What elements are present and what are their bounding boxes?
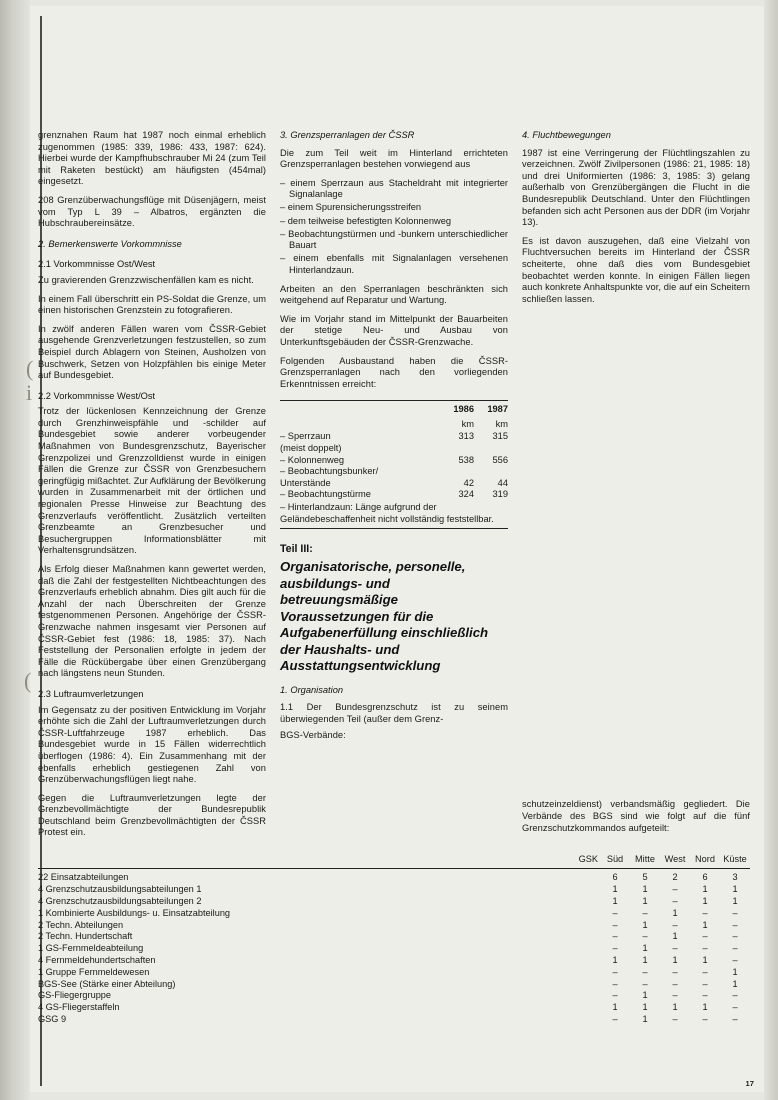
row-value: 5 (630, 869, 660, 884)
row-label: – Beobachtungstürme (280, 489, 371, 500)
row-value: – (702, 907, 708, 918)
row-blank (474, 443, 508, 455)
header-mitte: Mitte (635, 854, 655, 865)
row-value: 1 (642, 1014, 648, 1025)
paragraph: Die zum Teil weit im Hinterland errichteten Grenzsperranlagen bestehen vorwiegend aus (280, 147, 508, 170)
row-spacer (568, 1002, 600, 1014)
row-value: – (732, 1014, 738, 1025)
row-label: 2 Techn. Hundertschaft (38, 931, 133, 942)
header-west: West (664, 854, 686, 865)
row-spacer (568, 979, 600, 991)
row-value: 1 (642, 990, 648, 1001)
row-value: – (672, 884, 678, 895)
row-blank (440, 443, 474, 455)
table-header-1986: 1986 (453, 404, 474, 415)
row-value: – (612, 990, 618, 1001)
row-spacer (568, 884, 600, 896)
column-2 (280, 130, 508, 846)
row-value: – (642, 931, 648, 942)
list-item: – Beobachtungstürmen und -bunkern unterschiedlicher Bauart (280, 228, 508, 251)
column-spacer (522, 312, 750, 799)
row-value: – (732, 1002, 738, 1013)
row-value: 1 (612, 884, 618, 895)
paragraph: In zwölf anderen Fällen waren vom ČSSR-Gebiet ausgehende Grenzverletzungen festzustellen, so zum Beispiel durch Ablagern von Steinen, Ausholzen von Buschwerk, Setzen von Holzpfählen bis einige Meter auf Bundesgebiet. (38, 323, 266, 381)
table-unit-1986: km (461, 418, 474, 429)
table-header-1987: 1987 (487, 404, 508, 415)
row-value: 1 (732, 978, 738, 989)
row-value-1986: 324 (458, 489, 474, 500)
row-value: – (672, 943, 678, 954)
table-header-row (280, 404, 508, 419)
paragraph: schutzeinzeldienst) verbandsmäßig gegliedert. Die Verbände des BGS sind wie folgt auf die fünf Grenzschutzkommandos aufgeteilt: (522, 799, 750, 833)
table-row (280, 455, 508, 467)
paragraph: Zu gravierenden Grenzzwischenfällen kam es nicht. (38, 274, 254, 285)
row-value: 6 (600, 869, 630, 884)
row-blank (474, 466, 508, 478)
row-spacer (568, 955, 600, 967)
row-spacer (568, 943, 600, 955)
row-value: 2 (660, 869, 690, 884)
row-value: – (732, 931, 738, 942)
row-value: 1 (702, 884, 708, 895)
row-label: 2 Techn. Abteilungen (38, 919, 124, 930)
table-row (38, 979, 750, 991)
scan-artifact-2: i (26, 380, 33, 405)
paragraph: Es ist davon auszugehen, daß eine Vielzahl von Fluchtversuchen bereits im Hinterland der ČSSR scheiterte, ohne daß dies vom Bundesgebiet beobachtet werden konnte. In einigen Fällen liegen auch konkrete Anhaltspunkte vor, die auf ein Scheitern schließen lassen. (522, 235, 750, 304)
row-label: 1 Gruppe Fernmeldewesen (38, 966, 150, 977)
row-label-cont: Unterstände (280, 477, 331, 488)
row-value: 1 (642, 955, 648, 966)
table-unit-blank (280, 419, 440, 432)
row-value: 1 (732, 966, 738, 977)
section-heading-3: 3. Grenzsperranlagen der ČSSR (280, 130, 415, 140)
table-header-row (38, 854, 750, 869)
paragraph: 1987 ist eine Verringerung der Flüchtlingszahlen zu verzeichnen. Zwölf Zivilpersonen (1986: 21, 1985: 18) und drei Uniformierten (1986: 3, 1985: 3) gelang außerhalb von Grenzübergängen die Flucht in die Bundesrepublik Deutschland. Unter den Flüchtlingen befanden sich acht Personen aus der DDR (im Vorjahr 13). (522, 147, 750, 228)
row-value: – (612, 931, 618, 942)
row-value: – (702, 931, 708, 942)
paragraph: Wie im Vorjahr stand im Mittelpunkt der Bauarbeiten der stetige Neu- und Ausbau von Unterkunftsgebäuden der ČSSR-Grenzwache. (280, 313, 508, 347)
table-row (38, 990, 750, 1002)
table-row (38, 955, 750, 967)
row-blank (440, 466, 474, 478)
row-spacer (568, 1014, 600, 1026)
row-value: – (732, 955, 738, 966)
row-value-1986: 313 (458, 431, 474, 442)
table-row-cont (280, 478, 508, 490)
row-value: – (612, 943, 618, 954)
row-value: – (702, 978, 708, 989)
paragraph: grenznahen Raum hat 1987 noch einmal erheblich zugenommen (1985: 339, 1986: 433, 1987: 624). Hierbei wurde der Kampfhubschrauber Mi 24 (zum Teil mit Raketen bestückt) am häufigsten (454mal) eingesetzt. (38, 130, 266, 187)
row-label: – Beobachtungsbunker/ (280, 466, 379, 477)
row-value: 1 (672, 907, 678, 918)
list-item: – einem Spurensicherungsstreifen (280, 202, 422, 213)
row-value: 1 (642, 884, 648, 895)
row-value: – (672, 990, 678, 1001)
table-row (38, 967, 750, 979)
column-1 (38, 130, 266, 846)
table-row (38, 908, 750, 920)
table-row (280, 466, 508, 478)
table-bottom-rule (280, 528, 508, 529)
row-value: 1 (732, 884, 738, 895)
paragraph: Trotz der lückenlosen Kennzeichnung der Grenze durch Grenzhinweispfähle und -schilder auf Bundesgebiet sowie anderer vorbeugender Maßnahmen von Bundesgrenzschutz, Bayerischer Grenzpolizei und Grenzzolldienst wurde in einigen Fällen die Grenze zur ČSSR von Grenzbesuchern geringfügig mißachtet. Zur Aufklärung der Bevölkerung wurden in Zusammenarbeit mit der örtlichen und regionalen Presse Hinweise zur Beachtung des Grenzverlaufs veröffentlicht. Zusätzlich verteilten Grenzbeamte an Grenzbesucher und Besuchergruppen Informationsblätter mit Verhaltensgrundsätzen. (38, 406, 266, 556)
table-row (280, 431, 508, 443)
table-row (38, 920, 750, 932)
table-header-blank (280, 404, 440, 419)
row-value: 1 (732, 896, 738, 907)
paragraph: Folgenden Ausbaustand haben die ČSSR-Grenzsperranlagen nach den vorliegenden Erkenntnissen erreicht: (280, 355, 508, 389)
row-label: 1 GS-Fernmeldeabteilung (38, 943, 144, 954)
row-value: 1 (612, 896, 618, 907)
row-value: – (672, 978, 678, 989)
row-value: 1 (612, 955, 618, 966)
row-value: – (612, 966, 618, 977)
row-value: 3 (720, 869, 750, 884)
paragraph: Arbeiten an den Sperranlagen beschränkten sich weitgehend auf Reparatur und Wartung. (280, 283, 508, 306)
row-value-1987: 556 (492, 454, 508, 465)
row-value: – (672, 919, 678, 930)
row-value: – (642, 978, 648, 989)
list-item: – einem Sperrzaun aus Stacheldraht mit integrierter Signalanlage (280, 177, 508, 200)
row-value-1986: 538 (458, 454, 474, 465)
table-row (280, 489, 508, 501)
row-label: 4 Grenzschutzausbildungsabteilungen 2 (38, 896, 202, 907)
part-label: Teil III: (280, 543, 313, 556)
row-value: – (612, 907, 618, 918)
row-value-1987: 319 (492, 489, 508, 500)
paragraph: BGS-Verbände: (280, 729, 346, 740)
paragraph: Als Erfolg dieser Maßnahmen kann gewertet werden, daß die Zahl der festgestellten Nichtbeachtungen des Grenzverlaufs erheblich abnahm. Dies gilt auch für die Anzahl der nach Überschreiten der Grenze festgenommenen Personen. Angehörige der ČSSR-Grenzwache nahmen insgesamt vier Personen auf ČSSR-Gebiet fest (1986: 18, 1985: 37). Nach Feststellung der Personalien erfolgte in jedem der Fälle die Rückübergabe über einen Grenzübergang nach längstens neun Stunden. (38, 564, 266, 679)
row-spacer (568, 931, 600, 943)
row-label: GS-Fliegergruppe (38, 990, 112, 1001)
row-spacer (568, 990, 600, 1002)
list-item: – einem ebenfalls mit Signalanlagen versehenen Hinterlandzaun. (280, 253, 508, 275)
row-spacer (568, 967, 600, 979)
row-value: 1 (642, 896, 648, 907)
row-value: 1 (672, 931, 678, 942)
row-value: – (732, 990, 738, 1001)
row-value: 1 (612, 1002, 618, 1013)
table-footnote: – Hinterlandzaun: Länge aufgrund der Geländebeschaffenheit nicht vollständig feststellbar. (280, 502, 494, 524)
scan-artifact-3: ( (24, 668, 32, 693)
row-value: 1 (702, 1002, 708, 1013)
row-value: – (672, 966, 678, 977)
row-value: – (672, 896, 678, 907)
table-row (38, 869, 750, 884)
row-label: 1 Kombinierte Ausbildungs- u. Einsatzabteilung (38, 907, 231, 918)
header-sued: Süd (606, 854, 624, 865)
row-value: – (732, 919, 738, 930)
page-number: 17 (745, 1079, 754, 1088)
row-value: 1 (642, 919, 648, 930)
list-item: – dem teilweise befestigten Kolonnenweg (280, 215, 452, 226)
row-value: 1 (642, 943, 648, 954)
row-label: GSG 9 (38, 1014, 67, 1025)
table-row (38, 1014, 750, 1026)
row-value: 1 (672, 1002, 678, 1013)
table-top-rule (280, 400, 508, 401)
row-value-1987: 44 (497, 477, 508, 488)
row-value: – (702, 990, 708, 1001)
header-kueste: Küste (723, 854, 747, 865)
row-value: – (702, 1014, 708, 1025)
row-value-1986: 42 (463, 477, 474, 488)
table-row (38, 884, 750, 896)
sperranlagen-table (280, 400, 508, 529)
page-content (38, 130, 750, 1026)
paragraph: Gegen die Luftraumverletzungen legte der Grenzbevollmächtigte der Bundesrepublik Deutschland beim Grenzbevollmächtigten der ČSSR Protest ein. (38, 792, 266, 838)
paragraph: 208 Grenzüberwachungsflüge mit Düsenjägern, meist vom Typ L 39 – Albatros, ergänzten die Hubschraubereinsätze. (38, 194, 266, 229)
row-value: 1 (672, 955, 678, 966)
section-heading-4: 4. Fluchtbewegungen (522, 130, 611, 140)
part-three-block (280, 543, 508, 675)
row-spacer (568, 896, 600, 908)
row-label: BGS-See (Stärke einer Abteilung) (38, 978, 176, 989)
table-unit-1987: km (495, 418, 508, 429)
subsection-heading-2-1: 2.1 Vorkommnisse Ost/West (38, 259, 156, 270)
header-nord: Nord (695, 854, 715, 865)
row-label: – Kolonnenweg (280, 454, 345, 465)
header-gsk: GSK (578, 854, 598, 865)
table-row-cont (280, 443, 508, 455)
row-label: 22 Einsatzabteilungen (38, 869, 568, 884)
page-right-shadow (764, 0, 778, 1100)
row-value: – (732, 907, 738, 918)
column-3 (522, 130, 750, 846)
subsection-heading-2-3: 2.3 Luftraumverletzungen (38, 688, 144, 699)
bgs-verbaende-table (38, 854, 750, 1026)
row-value: – (642, 907, 648, 918)
header-blank (38, 854, 568, 869)
row-value: 6 (690, 869, 720, 884)
paragraph: 1.1 Der Bundesgrenzschutz ist zu seinem überwiegenden Teil (außer dem Grenz- (280, 702, 508, 724)
row-value: 1 (642, 1002, 648, 1013)
row-value: 1 (702, 896, 708, 907)
three-column-layout (38, 130, 750, 846)
bullet-list (280, 178, 508, 277)
row-value: – (702, 943, 708, 954)
table-row (38, 1002, 750, 1014)
table-row (38, 931, 750, 943)
row-value: – (672, 1014, 678, 1025)
row-value: – (732, 943, 738, 954)
row-label: 4 Fernmeldehundertschaften (38, 955, 156, 966)
row-value: 1 (702, 919, 708, 930)
scan-artifact-1: ( (26, 356, 34, 381)
page-left-shadow (0, 0, 33, 1100)
paragraph: In einem Fall überschritt ein PS-Soldat die Grenze, um einen historischen Grenzstein zu fotografieren. (38, 293, 266, 316)
table-row (38, 896, 750, 908)
table-row (38, 943, 750, 955)
row-value: 1 (702, 955, 708, 966)
section-heading-2: 2. Bemerkenswerte Vorkommnisse (38, 238, 182, 249)
row-label: – Sperrzaun (280, 431, 331, 442)
row-label: 4 Grenzschutzausbildungsabteilungen 1 (38, 884, 202, 895)
paragraph: Im Gegensatz zu der positiven Entwicklung im Vorjahr erhöhte sich die Zahl der Luftraumverletzungen durch ČSSR-Luftfahrzeuge 1987 erheblich. Das Bundesgebiet wurde in 15 Fällen widerrechtlich überflogen (1986: 4). Ein Zusammenhang mit der ebenfalls erheblich gestiegenen Zahl von Grenzüberwachungsflügen liegt nahe. (38, 704, 266, 785)
row-value: – (642, 966, 648, 977)
row-label-cont: (meist doppelt) (280, 443, 342, 454)
row-value: – (612, 1014, 618, 1025)
row-value: – (612, 919, 618, 930)
row-value: – (702, 966, 708, 977)
subsection-heading-2-2: 2.2 Vorkommnisse West/Ost (38, 390, 156, 401)
row-spacer (568, 908, 600, 920)
part-title: Organisatorische, personelle, ausbildungs- und betreuungsmäßige Voraussetzungen für die Aufgabenerfüllung einschließlich der Haushalts- und Ausstattungsentwicklung (280, 559, 489, 674)
row-spacer (568, 920, 600, 932)
row-spacer (568, 869, 600, 884)
row-label: 4 GS-Fliegerstaffeln (38, 1002, 120, 1013)
section-heading-organisation: 1. Organisation (280, 684, 344, 695)
row-value: – (612, 978, 618, 989)
table-unit-row (280, 419, 508, 432)
row-value-1987: 315 (492, 431, 508, 442)
